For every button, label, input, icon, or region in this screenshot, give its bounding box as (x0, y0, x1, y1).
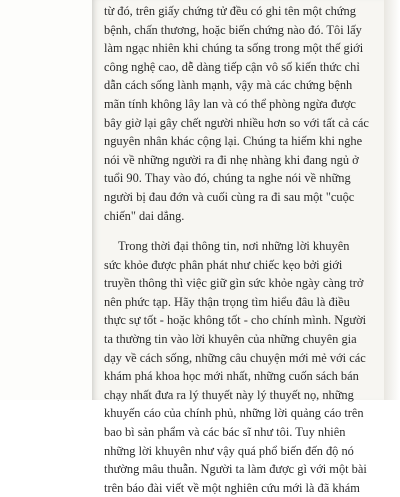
text-line: từ đó, trên giấy chứng tử đều có ghi tên một chứng (104, 4, 356, 18)
text-line: khám phá khoa học mới nhất, những cuốn sách bán (104, 369, 359, 384)
text-line: nguyên nhân khác cộng lại. Chúng ta hiếm khi nghe (104, 134, 363, 149)
text-line: những lời khuyên như vậy quá phổ biến đến độ nó (104, 443, 354, 458)
text-line: thường mâu thuẫn. Người ta làm được gì với một bài (104, 462, 367, 477)
text-line: mãn tính không lây lan và có thể phòng ngừa được (104, 96, 356, 111)
paragraph-2 (104, 237, 384, 497)
text-line: dẫn cách sống lành mạnh, vậy mà các chứng bệnh (104, 78, 353, 93)
text-line: công nghệ cao, dễ dàng tiếp cận vô số kiến thức chỉ (104, 59, 360, 74)
text-line: sức khỏe được phân phát như chiếc kẹo bởi giới (104, 257, 343, 272)
text-line: bao bì sản phẩm và các bác sĩ như tôi. Tuy nhiên (104, 424, 346, 439)
text-line: chiến" dai dẳng. (104, 208, 185, 223)
text-line: chạy nhất đưa ra lý thuyết này lý thuyết nọ, những (104, 387, 354, 402)
text-line: nói về những người ra đi nhẹ nhàng khi đang ngủ ở (104, 152, 359, 167)
text-line: ta thường tin vào lời khuyên của những chuyên gia (104, 331, 357, 346)
text-line: tuổi 90. Thay vào đó, chúng ta nghe nói về những (104, 171, 351, 186)
paragraph-1 (104, 2, 384, 225)
text-line: dạy về cách sống, những câu chuyện mới mẻ với các (104, 350, 366, 365)
text-line: bệnh, chấn thương, hoặc biến chứng nào đó. Tôi lấy (104, 22, 362, 37)
text-line: truyền thông thì việc giữ gìn sức khỏe ngày càng trở (104, 276, 364, 291)
text-line: người bị đau đớn và cuối cùng ra đi sau một "cuộc (104, 189, 355, 204)
text-line: Trong thời đại thông tin, nơi những lời khuyên (118, 239, 350, 253)
text-line: làm ngạc nhiên khi chúng ta sống trong một thế giới (104, 41, 364, 56)
text-line: thực sự tốt - hoặc không tốt - cho chính mình. Người (104, 313, 367, 328)
text-line: khuyến cáo của chính phủ, những lời quảng cáo trên (104, 406, 364, 421)
text-line: trên báo đài viết về một nghiên cứu mới là đã khám (104, 480, 360, 495)
page-edge (384, 0, 400, 400)
text-line: bây giờ lại gây chết người nhiều hơn so với tất cả các (104, 115, 369, 130)
text-line: nên phức tạp. Hãy thận trọng tìm hiểu đâu là điều (104, 294, 350, 309)
